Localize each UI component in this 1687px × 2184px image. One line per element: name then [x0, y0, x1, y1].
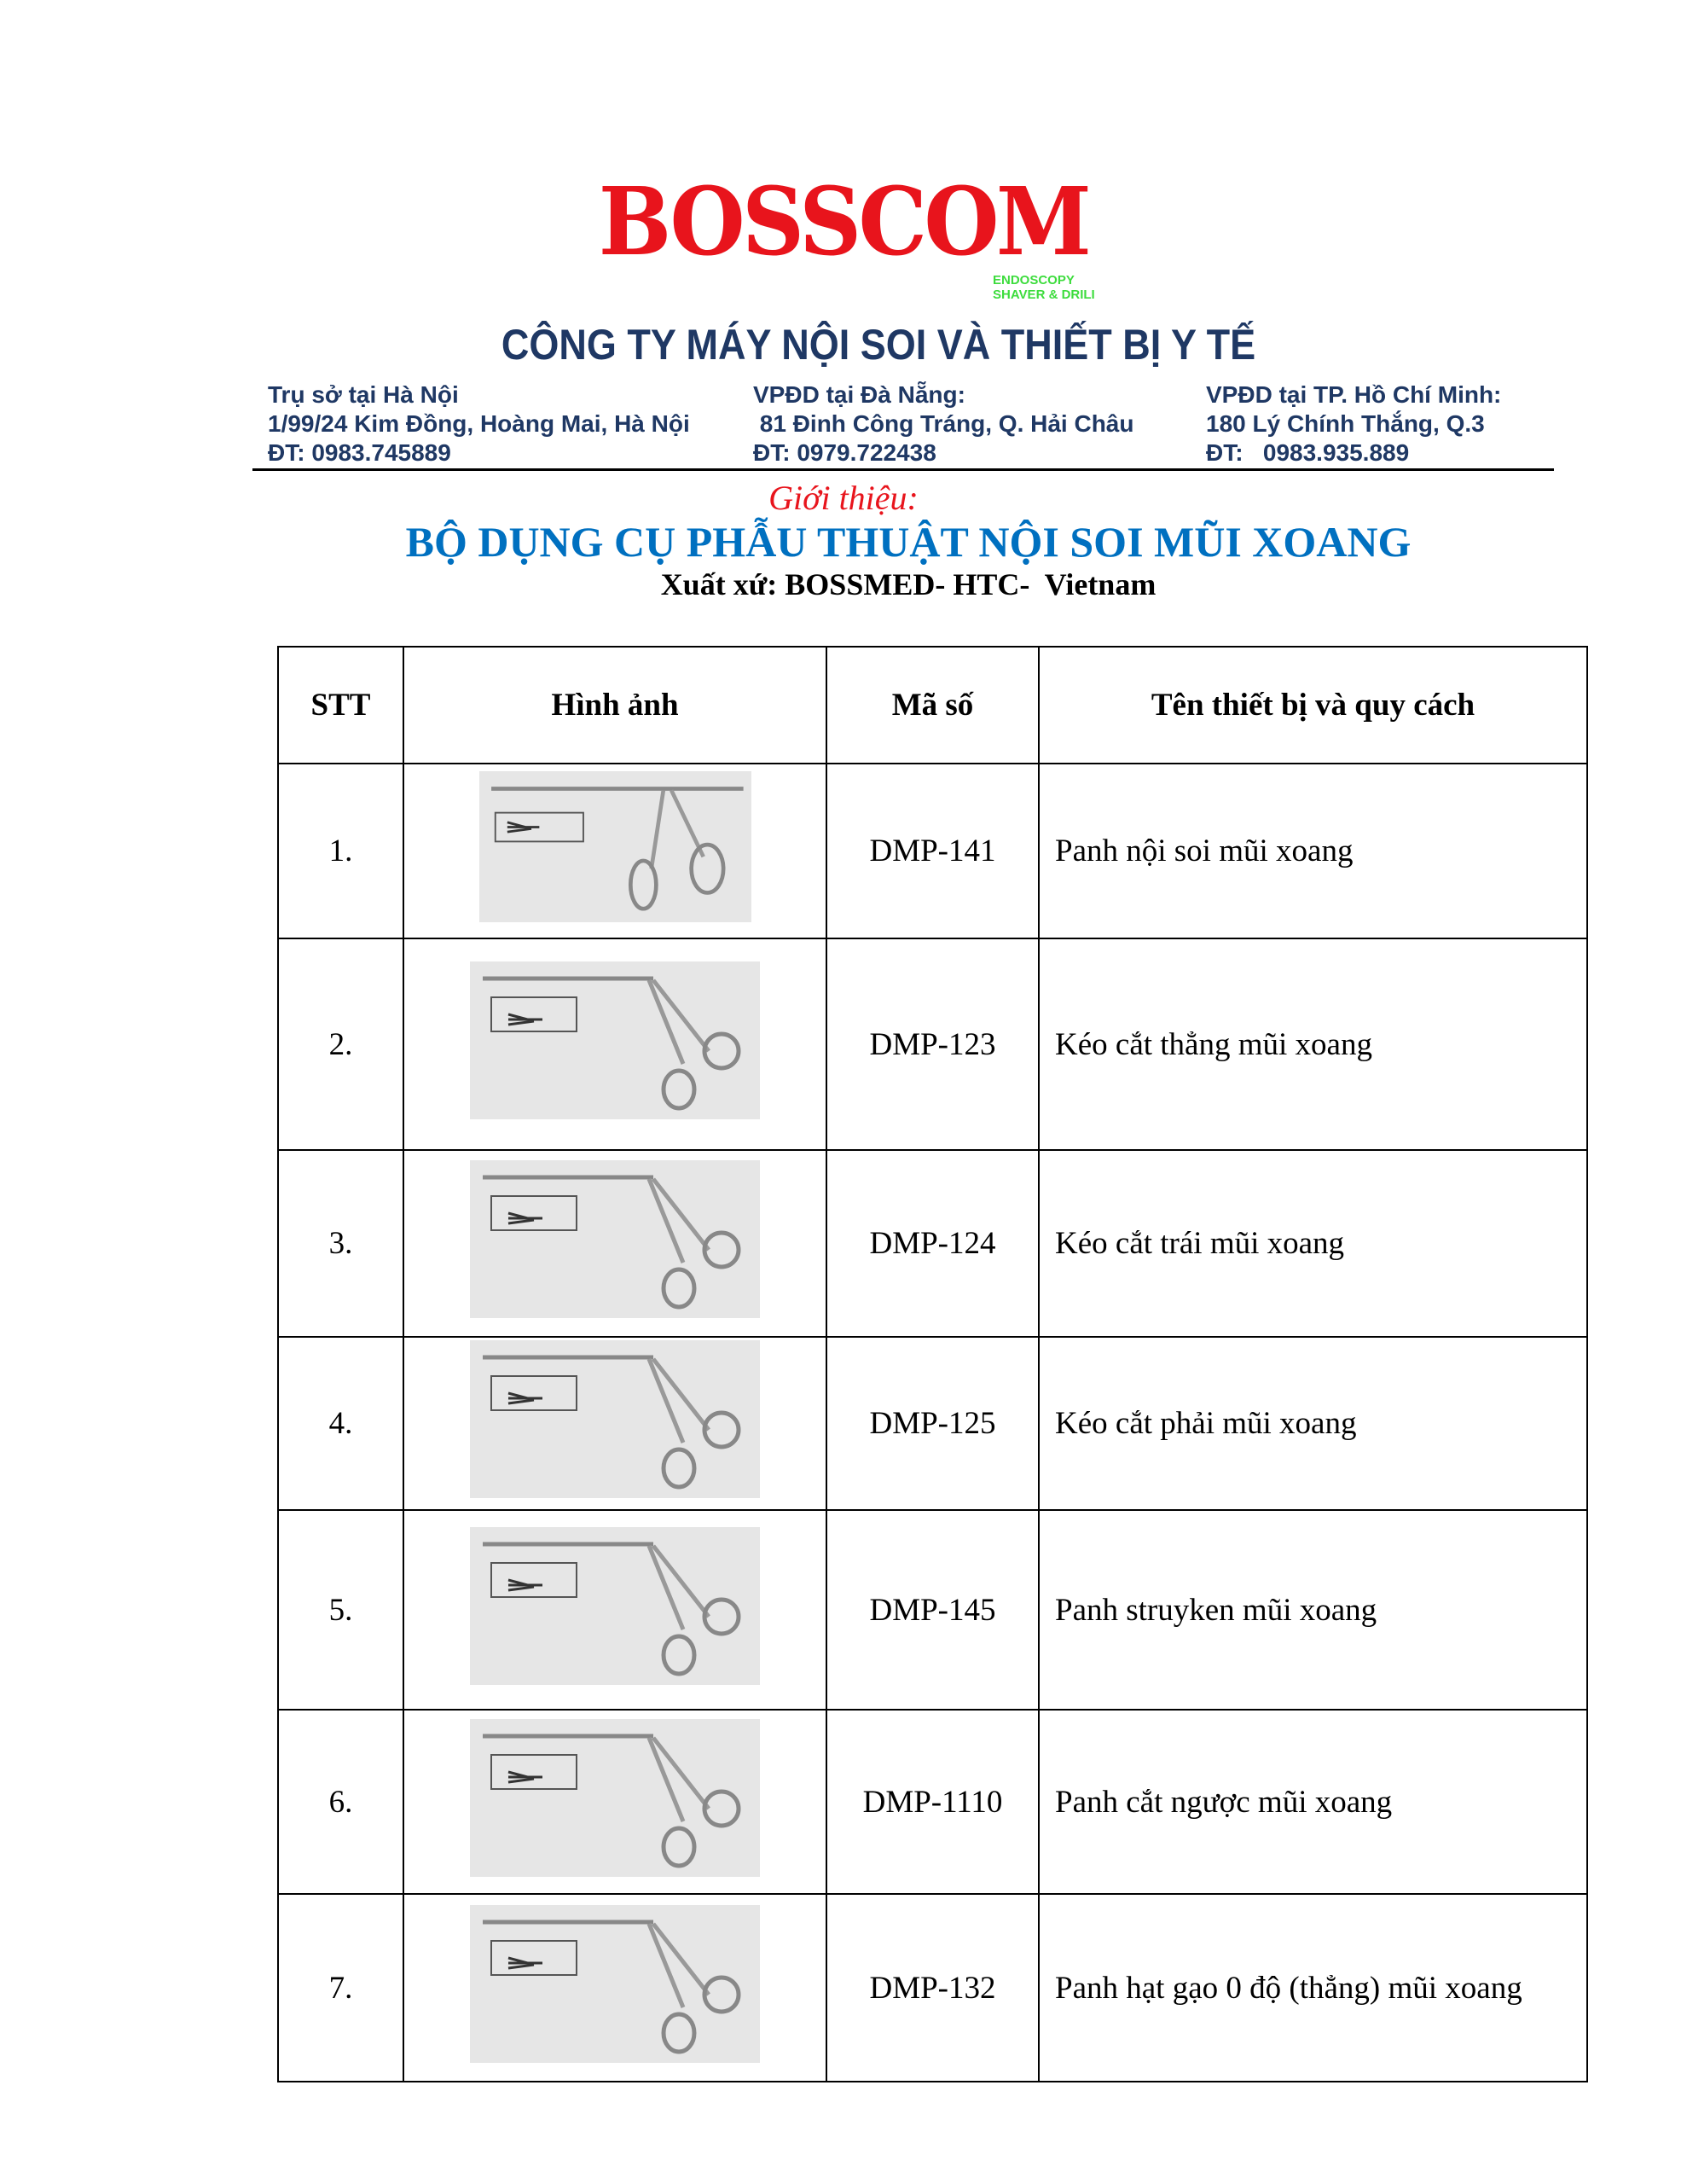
row-image-cell — [403, 764, 826, 938]
row-code: DMP-132 — [826, 1894, 1039, 2082]
row-stt: 7. — [278, 1894, 403, 2082]
logo-tagline — [993, 273, 1095, 302]
struyken-forceps-image — [470, 1527, 760, 1685]
row-name: Panh cắt ngược mũi xoang — [1039, 1710, 1587, 1894]
row-name: Panh nội soi mũi xoang — [1039, 764, 1587, 938]
office-phone: ĐT: 0979.722438 — [753, 439, 936, 466]
row-code: DMP-124 — [826, 1150, 1039, 1337]
row-code: DMP-123 — [826, 938, 1039, 1150]
row-code: DMP-125 — [826, 1337, 1039, 1510]
product-table — [277, 646, 1588, 2082]
logo-tagline-line: ENDOSCOPY — [993, 273, 1075, 288]
row-stt: 4. — [278, 1337, 403, 1510]
row-image-cell — [403, 1150, 826, 1337]
origin-line: Xuất xứ: BOSSMED- HTC- Vietnam — [660, 567, 1157, 601]
row-code: DMP-141 — [826, 764, 1039, 938]
row-image-cell — [403, 1894, 826, 2082]
header-code: Mã số — [826, 647, 1039, 764]
row-stt: 3. — [278, 1150, 403, 1337]
office-title: VPĐD tại Đà Nẵng: — [753, 381, 965, 408]
intro-label: Giới thiệu: — [768, 479, 919, 517]
left-scissors-image — [470, 1160, 760, 1318]
table-row — [278, 1337, 1587, 1510]
bosscom-logo: BOSSCOM — [598, 166, 1089, 276]
table-header-row — [278, 647, 1587, 764]
row-stt: 1. — [278, 764, 403, 938]
office-phone: ĐT: 0983.935.889 — [1206, 439, 1410, 466]
row-name: Kéo cắt thẳng mũi xoang — [1039, 938, 1587, 1150]
table-row — [278, 938, 1587, 1150]
header-divider — [252, 468, 1554, 471]
row-image-cell — [403, 1337, 826, 1510]
row-image-cell — [403, 1710, 826, 1894]
office-danang — [753, 380, 1133, 468]
table-row — [278, 764, 1587, 938]
endoscopic-forceps-image — [479, 771, 751, 922]
office-address: 180 Lý Chính Thắng, Q.3 — [1206, 410, 1485, 437]
row-name: Kéo cắt phải mũi xoang — [1039, 1337, 1587, 1510]
row-image-cell — [403, 1510, 826, 1710]
row-stt: 6. — [278, 1710, 403, 1894]
document-title: BỘ DỤNG CỤ PHẪU THUẬT NỘI SOI MŨI XOANG — [405, 518, 1412, 566]
logo-tagline-line: SHAVER & DRILI — [993, 288, 1095, 302]
table-row — [278, 1150, 1587, 1337]
header-stt: STT — [278, 647, 403, 764]
row-code: DMP-1110 — [826, 1710, 1039, 1894]
header-name: Tên thiết bị và quy cách — [1039, 647, 1587, 764]
office-hanoi — [268, 380, 690, 468]
row-name: Panh struyken mũi xoang — [1039, 1510, 1587, 1710]
row-code: DMP-145 — [826, 1510, 1039, 1710]
right-scissors-image — [470, 1340, 760, 1498]
table-row — [278, 1710, 1587, 1894]
office-title: VPĐD tại TP. Hồ Chí Minh: — [1206, 381, 1502, 408]
rice-grain-forceps-image — [470, 1905, 760, 2063]
table-row — [278, 1510, 1587, 1710]
row-stt: 5. — [278, 1510, 403, 1710]
row-name: Panh hạt gạo 0 độ (thẳng) mũi xoang — [1039, 1894, 1587, 2082]
row-name: Kéo cắt trái mũi xoang — [1039, 1150, 1587, 1337]
backbiting-forceps-image — [470, 1719, 760, 1877]
header-image: Hình ảnh — [403, 647, 826, 764]
straight-scissors-image — [470, 961, 760, 1119]
office-hcm — [1206, 380, 1501, 468]
office-phone: ĐT: 0983.745889 — [268, 439, 451, 466]
row-image-cell — [403, 938, 826, 1150]
office-address: 81 Đinh Công Tráng, Q. Hải Châu — [753, 410, 1134, 437]
row-stt: 2. — [278, 938, 403, 1150]
office-address: 1/99/24 Kim Đồng, Hoàng Mai, Hà Nội — [268, 410, 690, 437]
company-name: CÔNG TY MÁY NỘI SOI VÀ THIẾT BỊ Y TẾ — [501, 321, 1256, 369]
office-title: Trụ sở tại Hà Nội — [268, 381, 459, 408]
table-row — [278, 1894, 1587, 2082]
